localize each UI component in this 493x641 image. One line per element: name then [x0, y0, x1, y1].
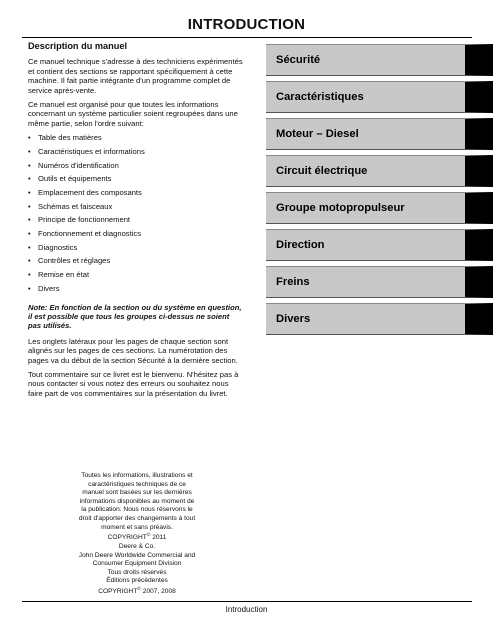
- bullet-icon: •: [28, 270, 31, 280]
- tab-label: Groupe motopropulseur: [276, 202, 405, 214]
- copyright-symbol: ©: [137, 586, 141, 592]
- copyright-year: 2011: [150, 534, 167, 542]
- division-line: John Deere Worldwide Commercial and: [78, 551, 196, 559]
- list-item-label: Principe de fonctionnement: [38, 215, 131, 225]
- list-item: [28, 174, 244, 188]
- list-item: [28, 256, 244, 270]
- tabs-paragraph: Les onglets latéraux pour les pages de chaque section sont alignés sur les pages de ces sections. La numérotation des pages va du début de la section Sécurité à la dernière section.: [28, 336, 238, 365]
- legal-line: droit d'apporter des changements à tout: [78, 514, 196, 522]
- previous-editions-label: Éditions précédentes: [106, 577, 168, 585]
- list-item-label: Remise en état: [38, 270, 90, 280]
- tab-freins[interactable]: [266, 266, 493, 298]
- list-item-label: Fonctionnement et diagnostics: [38, 229, 141, 239]
- footer-rule: [22, 601, 472, 602]
- bullet-icon: •: [28, 283, 31, 293]
- feedback-paragraph: Tout commentaire sur ce livret est le bienvenu. N'hésitez pas à nous contacter si vous notez des erreurs ou souhaitez nous faire part de vos commentaires sur la présentation du livret.: [28, 369, 239, 398]
- tab-direction[interactable]: [266, 229, 493, 261]
- tab-moteur-diesel[interactable]: [266, 118, 493, 150]
- list-item-label: Schémas et faisceaux: [38, 201, 113, 211]
- bullet-icon: •: [28, 133, 31, 143]
- copyright-line: [62, 532, 212, 543]
- company-name: Deere & Co.: [118, 542, 156, 550]
- legal-line: Toutes les informations, illustrations et: [81, 472, 193, 479]
- list-item-label: Contrôles et réglages: [38, 256, 111, 266]
- bullet-icon: •: [28, 229, 31, 239]
- tab-label: Divers: [276, 313, 311, 325]
- bullet-icon: •: [28, 201, 31, 211]
- legal-line: informations disponibles au moment de: [79, 497, 195, 505]
- legal-line: manuel sont basées sur les dernières: [82, 489, 192, 497]
- toc-list: [28, 133, 244, 297]
- bullet-icon: •: [28, 188, 31, 197]
- tab-label: Circuit électrique: [276, 165, 368, 177]
- list-item: [28, 202, 244, 216]
- legal-line: caractéristiques techniques de ce: [88, 480, 186, 488]
- list-item: [28, 215, 244, 229]
- list-item-label: Emplacement des composants: [38, 188, 142, 197]
- tab-groupe-motopropulseur[interactable]: [266, 192, 493, 224]
- list-item: [28, 147, 244, 161]
- page-title: INTRODUCTION: [187, 16, 306, 33]
- bullet-icon: •: [28, 215, 31, 225]
- rights-line: Tous droits réservés: [107, 568, 167, 576]
- tab-circuit-electrique[interactable]: [266, 155, 493, 187]
- previous-years: 2007, 2008: [140, 588, 176, 596]
- tab-label: Sécurité: [276, 54, 321, 66]
- tab-label: Direction: [276, 239, 325, 251]
- copyright-word: COPYRIGHT: [107, 534, 147, 542]
- list-item: [28, 133, 244, 147]
- tab-label: Freins: [276, 276, 310, 288]
- list-item-label: Diagnostics: [38, 242, 78, 252]
- bullet-icon: •: [28, 174, 31, 184]
- list-item: [28, 270, 244, 284]
- previous-copyright-line: [62, 586, 212, 597]
- bullet-icon: •: [28, 242, 31, 252]
- tab-divers[interactable]: [266, 303, 493, 335]
- list-item-label: Outils et équipements: [38, 174, 112, 184]
- copyright-symbol: ©: [146, 533, 151, 539]
- tab-caracteristiques[interactable]: [266, 81, 493, 113]
- organization-paragraph: Ce manuel est organisé pour que toutes les informations concernant un système particulier soient regroupées dans une même partie, selon l'ordre suivant:: [28, 100, 238, 128]
- tab-label: Moteur – Diesel: [276, 128, 359, 140]
- list-item-label: Table des matières: [38, 133, 102, 143]
- intro-paragraph: Ce manuel technique s'adresse à des techniciens expérimentés et contient des sections se rapportant spécifiquement à cette machine. Il fait partie intégrante d'un programme complet de service après-vente.: [28, 57, 243, 95]
- list-item: [28, 229, 244, 243]
- legal-line: moment et sans préavis.: [101, 523, 173, 531]
- list-item: [28, 188, 244, 202]
- list-item-label: Divers: [38, 283, 60, 293]
- section-heading: Description du manuel: [28, 41, 128, 51]
- list-item: [28, 243, 244, 257]
- bullet-icon: •: [28, 160, 31, 170]
- division-line: Consumer Equipment Division: [92, 560, 182, 568]
- copyright-notice: [62, 472, 212, 597]
- tab-securite[interactable]: [266, 44, 493, 76]
- title-rule: [22, 37, 472, 38]
- tab-label: Caractéristiques: [276, 91, 364, 103]
- list-item: [28, 161, 244, 175]
- manual-description: [28, 42, 244, 403]
- bullet-icon: •: [28, 146, 31, 156]
- bullet-icon: •: [28, 256, 31, 266]
- note-paragraph: Note: En fonction de la section ou du système en question, il est possible que tous les groupes ci-dessus ne soient pas utilisés.: [28, 302, 242, 331]
- list-item-label: Caractéristiques et informations: [38, 146, 145, 156]
- page-footer: Introduction: [225, 605, 268, 614]
- list-item-label: Numéros d'identification: [38, 160, 119, 170]
- legal-line: la publication. Nous nous réservons le: [81, 506, 193, 514]
- copyright-word: COPYRIGHT: [98, 588, 138, 596]
- list-item: [28, 284, 244, 298]
